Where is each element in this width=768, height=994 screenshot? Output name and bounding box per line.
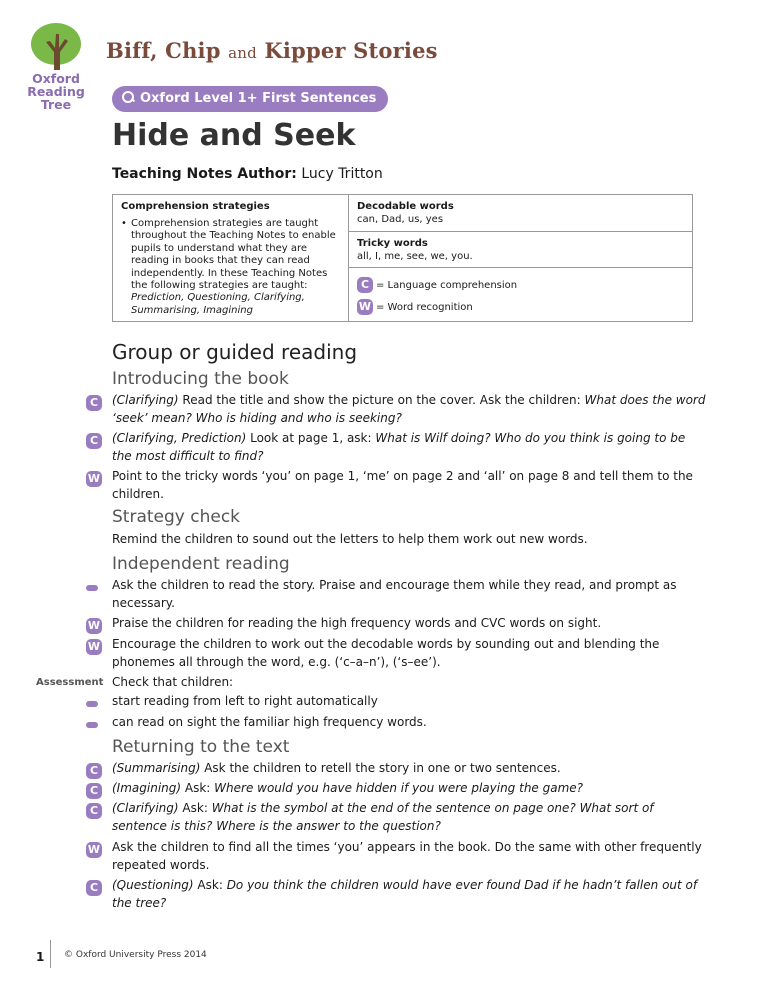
list-item: C (Imagining) Ask: Where would you have hidden if you were playing the game? (86, 779, 706, 799)
page-title: Hide and Seek (112, 118, 356, 153)
c-badge-icon: C (86, 783, 102, 799)
c-badge-icon: C (357, 277, 373, 293)
list-item: W Encourage the children to work out the decodable words by sounding out and blending the phonemes all through the word, e.g. (‘c–a–n’), (‘s–ee’). (87, 637, 660, 669)
bullet-icon (86, 585, 98, 591)
series-title: Biff, Chip and Kipper Stories (106, 38, 438, 63)
w-badge-icon: W (87, 843, 101, 856)
returning-heading: Returning to the text (112, 737, 290, 757)
independent-heading: Independent reading (112, 554, 290, 574)
list-item: C (Clarifying) Ask: What is the symbol at the end of the sentence on page one? What sort of sentence is this? Where is the answer to the question? (86, 799, 706, 835)
list-item: W Praise the children for reading the high frequency words and CVC words on sight. (87, 616, 602, 632)
list-item: start reading from left to right automatically (86, 692, 706, 712)
w-badge-icon: W (358, 300, 372, 313)
comprehension-text: • Comprehension strategies are taught throughout the Teaching Notes to enable pupils to understand what they are reading in books that they can read independently. In these Teaching Notes the following strategies are taught: Prediction, Questioning, Clarifying, Summarising, Imagining (121, 218, 340, 317)
section-heading: Group or guided reading (112, 340, 358, 364)
list-item: C (Questioning) Ask: Do you think the children would have ever found Dad if he hadn’t fallen out of the tree? (86, 876, 706, 912)
c-badge-icon: C (86, 880, 102, 896)
w-badge-icon: W (87, 640, 101, 653)
comprehension-heading: Comprehension strategies (121, 201, 270, 212)
tricky-cell: Tricky words all, I, me, see, we, you. (349, 232, 692, 268)
copyright: © Oxford University Press 2014 (64, 950, 207, 960)
c-badge-icon: C (86, 395, 102, 411)
assessment-text: Check that children: (112, 675, 234, 689)
introducing-heading: Introducing the book (112, 369, 289, 389)
list-item: W Point to the tricky words ‘you’ on page 1, ‘me’ on page 2 and ‘all’ on page 8 and tell them to the children. (87, 469, 693, 501)
author-line: Teaching Notes Author: Lucy Tritton (112, 166, 383, 182)
list-item: can read on sight the familiar high frequency words. (86, 713, 706, 733)
footer-divider (50, 940, 51, 968)
page-number: 1 (36, 950, 45, 964)
bullet-icon (86, 722, 98, 728)
info-table (112, 194, 693, 322)
strategy-heading: Strategy check (112, 507, 241, 527)
list-item: W Ask the children to find all the times ‘you’ appears in the book. Do the same with other frequently repeated words. (87, 840, 702, 872)
tree-logo-icon (30, 22, 82, 72)
c-badge-icon: C (86, 763, 102, 779)
level-badge: Oxford Level 1+ First Sentences (112, 86, 388, 112)
list-item: C (Clarifying, Prediction) Look at page 1, ask: What is Wilf doing? Who do you think is going to be the most difficult to find? (86, 429, 706, 465)
comprehension-cell (113, 195, 349, 321)
list-item: Ask the children to read the story. Praise and encourage them while they read, and prompt as necessary. (86, 576, 706, 612)
key-cell: C = Language comprehension W = Word recognition (358, 278, 518, 313)
logo-text: Oxford Reading Tree (27, 71, 85, 112)
search-icon (122, 91, 134, 103)
list-item: C (Clarifying) Read the title and show the picture on the cover. Ask the children: What does the word ‘seek’ mean? Who is hiding and who is seeking? (86, 391, 706, 427)
list-item: C (Summarising) Ask the children to retell the story in one or two sentences. (86, 759, 706, 779)
c-badge-icon: C (86, 433, 102, 449)
w-badge-icon: W (87, 472, 101, 485)
w-badge-icon: W (87, 619, 101, 632)
bullet-icon (86, 701, 98, 707)
c-badge-icon: C (86, 803, 102, 819)
strategy-text: Remind the children to sound out the letters to help them work out new words. (112, 532, 588, 546)
assessment-label: Assessment (36, 677, 104, 688)
decodable-cell: Decodable words can, Dad, us, yes (349, 195, 692, 232)
